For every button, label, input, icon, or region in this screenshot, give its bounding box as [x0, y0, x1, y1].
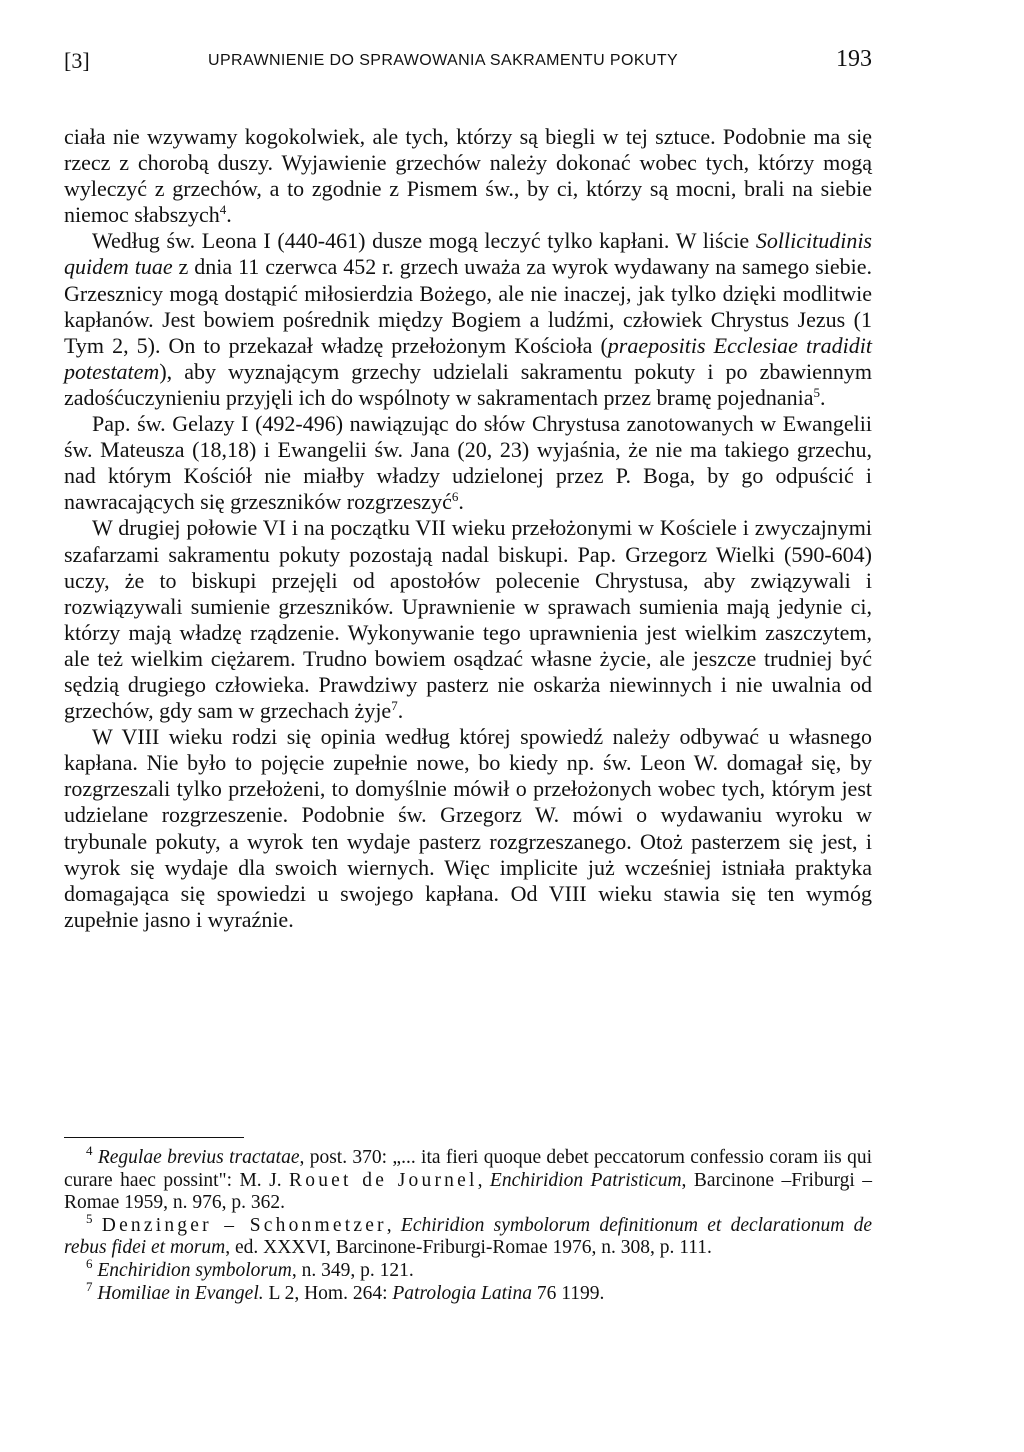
- section-number: [3]: [64, 48, 90, 73]
- italic-quote: praepositis Ecclesiae tradidit potestatem: [64, 332, 872, 384]
- paragraph-3: Pap. św. Gelazy I (492-496) nawiązując do słów Chrystusa zanotowanych w Ewangelii św. Mateusza (18,18) i Ewangelii św. Jana (20, 23) wyjaśnia, że nie ma takiego grzechu, nad którym Kościół nie miałby władzy udzielonej przez P. Boga, by go odpuścić i nawracających się grzeszników rozgrzeszyć$^6$.: [64, 411, 872, 515]
- footnote-5: $^5$ Denzinger – Schonmetzer, Echiridion symbolorum definitionum et declarationum de rebus fidei et morum, ed. XXXVI, Barcinone-Friburgi-Romae 1976, n. 308, p. 111.: [64, 1210, 872, 1259]
- footnote-ref-5: 5: [813, 384, 821, 400]
- paragraph-1: ciała nie wzywamy kogokolwiek, ale tych, którzy są biegli w tej sztuce. Podobnie ma się rzecz z chorobą duszy. Wyjawienie grzechów należy dokonać wobec tych, którzy mogą wyleczyć z grzechów, a to zgodnie z Pismem św., by ci, którzy są mocni, brali na siebie niemoc słabszych$^4$.: [64, 124, 872, 228]
- running-header: [64, 42, 872, 78]
- footnote-ref-4: 4: [219, 202, 227, 218]
- main-text: [64, 124, 872, 933]
- footnote-7: $^7$ Homiliae in Evangel. L 2, Hom. 264: Patrologia Latina 76 1199.: [86, 1278, 605, 1304]
- footnote-4: $^4$ Regulae brevius tractatae, post. 370: „... ita fieri quoque debet peccatorum confessio coram iis qui curare haec possint": M. J. Rouet de Journel, Enchiridion Patristicum, Barcinone –Friburgi – Romae 1959, n. 976, p. 362.: [64, 1143, 873, 1214]
- paragraph-5: W VIII wieku rodzi się opinia według której spowiedź należy odbywać u własnego kapłana. Nie było to pojęcie zupełnie nowe, bo kiedy np. św. Leon W. domagał się, by rozgrzeszali tylko przełożeni, to domyślnie mówił o przełożonych wobec tych, którym jest udzielane rozgrzeszenie. Podobnie św. Grzegorz W. mówi o wydawaniu wyroku w trybunale pokuty, a wyrok ten wydaje pasterz rozgrzeszanego. Otoż pasterzem się jest, i wyrok się wydaje dla swoich wiernych. Więc implicite już wcześniej istniała praktyka domagająca się spowiedzi u swojego kapłana. Od VIII wieku stawia się ten wymóg zupełnie jasno i wyraźnie.: [64, 724, 872, 932]
- page-number: 193: [836, 46, 872, 72]
- footnote-6: $^6$ Enchiridion symbolorum, n. 349, p. 121.: [86, 1255, 414, 1281]
- paragraph-4: W drugiej połowie VI i na początku VII wieku przełożonymi w Kościele i zwyczajnymi szafarzami sakramentu pokuty pozostają nadal biskupi. Pap. Grzegorz Wielki (590-604) uczy, że to biskupi przejęli od apostołów polecenie Chrystusa, aby związywali i rozwiązywali sumienie grzeszników. Uprawnienie w sprawach sumienia mają jedynie ci, którzy mają władzę rządzenie. Wykonywanie tego uprawnienia jest wielkim zaszczytem, ale też wielkim ciężarem. Trudno bowiem osądzać własne życie, ale jeszcze trudniej być sędzią drugiego człowieka. Prawdziwy pasterz nie oskarża niewinnych i nie uwalnia od grzechów, gdy sam w grzechach żyje$^7$.: [64, 515, 872, 724]
- footnote-separator: [64, 1137, 244, 1138]
- running-title: UPRAWNIENIE DO SPRAWOWANIA SAKRAMENTU POKUTY: [208, 52, 679, 69]
- paragraph-2: Według św. Leona I (440-461) dusze mogą leczyć tylko kapłani. W liście Sollicitudinis quidem tuae z dnia 11 czerwca 452 r. grzech uważa za wyrok wydawany na samego siebie. Grzesznicy mogą dostąpić miłosierdzia Bożego, ale nie inaczej, jak tylko dzięki modlitwie kapłanów. Jest bowiem pośrednik między Bogiem a ludźmi, człowiek Chrystus Jezus (1 Tym 2, 5). On to przekazał władzę przełożonym Kościoła (praepositis Ecclesiae tradidit potestatem), aby wyznającym grzechy udzielali sakramentu pokuty i po zbawiennym zadośćuczynieniu przyjęli ich do wspólnoty w sakramentach przez bramę pojednania$^5$.: [64, 228, 872, 410]
- footnote-ref-7: 7: [391, 698, 398, 714]
- footnote-ref-6: 6: [451, 489, 459, 505]
- footnotes: [64, 1143, 873, 1305]
- italic-title: Sollicitudinis quidem tuae: [64, 228, 872, 280]
